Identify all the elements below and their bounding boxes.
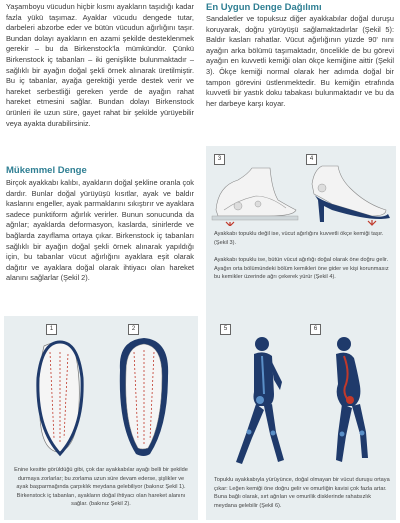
narrow-shoe-footprint [24,338,94,458]
figure-3-caption: Ayakkabı topuklu değil ise, vücut ağırlığını kuvvetli ökçe kemiği taşır. (Şekil 3). [214,231,384,246]
figure-foot-width [4,316,198,520]
section-title-distribution: En Uygun Denge Dağılımı [206,2,322,13]
heeled-foot-illustration [302,164,394,228]
upright-posture-figure [218,334,298,472]
figure-1-2-caption: Enine kesitte görüldüğü gibi, çok dar ayakkabılar ayağı belli bir şekilde durmaya zorlarlar; bu zorlama uzun süre devam ederse, şişlikler ve ayak başparmağında çarpıklık meydana gelebiliyor (bakınız Şekil 1). Birkenstock iç tabanları, ayakların doğal ihtiyacı olan hareket alanını sağlar. (bakınız Şekil 2). [14,467,188,508]
figure-heel-comparison [206,146,396,322]
balance-paragraph: Birçok ayakkabı kalıbı, ayakların doğal şekline oranla çok dardır. Bunlar doğal yürüyüşü kısıtlar, ayak ve baldır kaslarını engeller, ayak parmaklarını sıkıştırır ve ayaklara sadece punktiform ağırlık verirler. Bunun sonucunda da ağrılar; ayaklarda deformasyon, kaslarda, sinirlerde ve bağlarda zayıflama ortaya çıkar. Birkenstock iç tabanları sağlıklı bir ayağın doğal şekli örnek alınarak yapıldığı için, bu tabanlar vücut ağırlığını ayaklara eşit olarak dağıtır ve ayaklara doğal olarak ihtiyacı olan hareket alanını sağlarlar (Şekil 2). [6,178,194,283]
birkenstock-footbed-footprint [108,336,178,460]
figure-number-2: 2 [128,324,139,335]
intro-paragraph: Yaşamboyu vücudun hiçbir kısmı ayakların taşıdığı kadar fazla yükü taşımaz. Ayaklar vücudu dengede tutar, darbeleri abzorbe eder ve bütün vücudun ağırlığını taşır. Bundan dolayı ayakların en azami şekilde desteklenmek gerekir – bu da Birkenstock'la mümkündür. Çünkü Birkenstock iç tabanları – iki genişlikte bulunmaktadır – sağlıklı bir ayağın doğal şekli örnek alınarak üretilmiştir. Bu iç tabanlar, ayağa gerektiği yerde destek verir ve hareket serbestliği gereken yerde de ayağın rahat hareket etmesini sağlar. Bundan dolayı Birkenstock ürünleri ile uzun süre, gayet rahat bir şekilde yürüyebilir veya ayakta durabilirsiniz. [6,2,194,128]
figure-number-3: 3 [214,154,225,165]
figure-posture-comparison [206,316,396,520]
section-title-balance: Mükemmel Denge [6,165,87,176]
distribution-paragraph: Sandaletler ve topuksuz diğer ayakkabılar doğal duruşu koruyarak, doğru yürüyüşü sağlamaktadırlar (Şekil 5): Baldır kasları rahatlar. Vücut ağırlığının yüzde 90' nını ayağın arka bölümü taşımaktadır, öncelikle de bu görevi ayağın en kuvvetli kemiği olan ökçe kemiğine aittir (Şekil 3). Ökçe kemiği normal olarak her adımda doğal bir tampon görevini üstlenmektedir. Bu kemiğin etrafında kuvvetli bir yastık doku tabakası bulunmaktadır ve bu da her darbeye karşı koyar. [206,14,394,108]
figure-number-1: 1 [46,324,57,335]
flat-foot-illustration [208,166,300,226]
figure-number-5: 5 [220,324,231,335]
figure-number-6: 6 [310,324,321,335]
figure-4-caption: Ayakkabı topuklu ise, bütün vücut ağırlığı doğal olarak öne doğru gelir. Ayağın orta bölümündeki bölüm kemikleri öne gider ve kişi korunmasız bu kemikler üzerinde ağrı çekerek yürür (Şekil 4). [214,257,389,281]
figure-5-6-caption: Topuklu ayakkabıyla yürüyünce, doğal olmayan bir vücut duruşu ortaya çıkar: Leğen kemiği öne doğru gelir ve omurliğin kavisi çok fazla artar. Buna bağlı olarak, sırt ağrıları ve omurilik disklerinde rahatsızlık meydana gelebilir (Şekil 6). [214,477,390,509]
figure-number-4: 4 [306,154,317,165]
heeled-posture-figure [306,334,386,472]
